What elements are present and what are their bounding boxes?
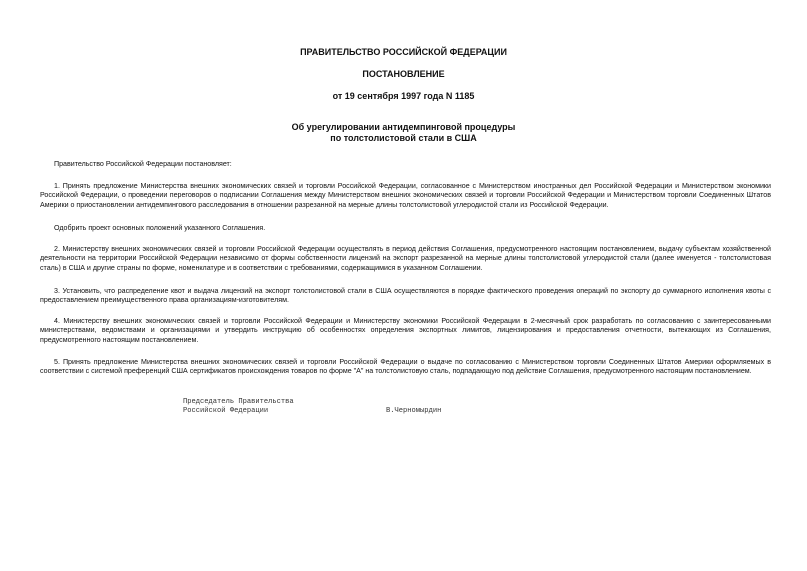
signatory-position-line-1: Председатель Правительства <box>183 398 294 406</box>
document-title-line-2: по толстолистовой стали в США <box>330 133 477 143</box>
document-date-number: от 19 сентября 1997 года N 1185 <box>332 91 475 101</box>
clause-4-block <box>40 317 771 345</box>
document-type: ПОСТАНОВЛЕНИЕ <box>362 69 445 79</box>
clause-3: 3. Установить, что распределение квот и выдача лицензий на экспорт толстолистовой стали в США осуществляются в порядке фактического проведения операций по экспорту до суммарного исполнения квоты с предоставлением преимущественного права организациям-изготовителям. <box>40 287 771 305</box>
clause-1b-block <box>40 224 771 233</box>
signatory-name: В.Черномырдин <box>386 407 442 415</box>
preamble: Правительство Российской Федерации постановляет: <box>54 160 232 168</box>
clause-5-block <box>40 358 771 377</box>
document-title-line-1: Об урегулировании антидемпинговой процедуры <box>291 122 516 132</box>
clause-1-block <box>40 182 771 210</box>
clause-1b: Одобрить проект основных положений указанного Соглашения. <box>54 224 266 232</box>
preamble-block <box>40 160 771 169</box>
signatory-position-line-2: Российской Федерации <box>183 407 269 415</box>
clause-3-block <box>40 287 771 306</box>
government-heading: ПРАВИТЕЛЬСТВО РОССИЙСКОЙ ФЕДЕРАЦИИ <box>300 47 507 57</box>
clause-2-block <box>40 245 771 273</box>
clause-5: 5. Принять предложение Министерства внешних экономических связей и торговли Российской Федерации о выдаче по согласованию с Министерством торговли Соединенных Штатов Америки оформляемых в соответствии с системой преференций США сертификатов происхождения товаров по форме "А" на толстолистовую сталь, подпадающую под действие Соглашения, предусмотренного настоящим постановлением. <box>40 358 771 376</box>
clause-4: 4. Министерству внешних экономических связей и торговли Российской Федерации и Министерству экономики Российской Федерации в 2-месячный срок разработать по согласованию с заинтересованными министерствами, ведомствами и организациями и утвердить инструкцию об особенностях определения экспортных лимитов, лицензирования и предоставления отчетности, вытекающих из Соглашения, предусмотренного настоящим постановлением. <box>40 317 771 344</box>
clause-1: 1. Принять предложение Министерства внешних экономических связей и торговли Российской Федерации, согласованное с Министерством иностранных дел Российской Федерации и Министерством экономики Российской Федерации, о проведении переговоров о подписании Соглашения между Министерством внешних экономических связей и торговли Российской Федерации и Министерством торговли Соединенных Штатов Америки о приостановлении антидемпингового расследования в отношении разрезанной на мерные длины толстолистовой углеродистой стали из Российской Федерации. <box>40 182 771 209</box>
clause-2: 2. Министерству внешних экономических связей и торговли Российской Федерации осуществлять в период действия Соглашения, предусмотренного настоящим постановлением, выдачу субъектам хозяйственной деятельности на территории Российской Федерации независимо от формы собственности лицензий на экспорт разрезанной на мерные длины толстолистовой углеродистой стали (далее именуется - толстолистовая сталь) в США и другие страны по форме, номенклатуре и в соответствии с требованиями, содержащимися в указанном Соглашении. <box>40 245 771 272</box>
